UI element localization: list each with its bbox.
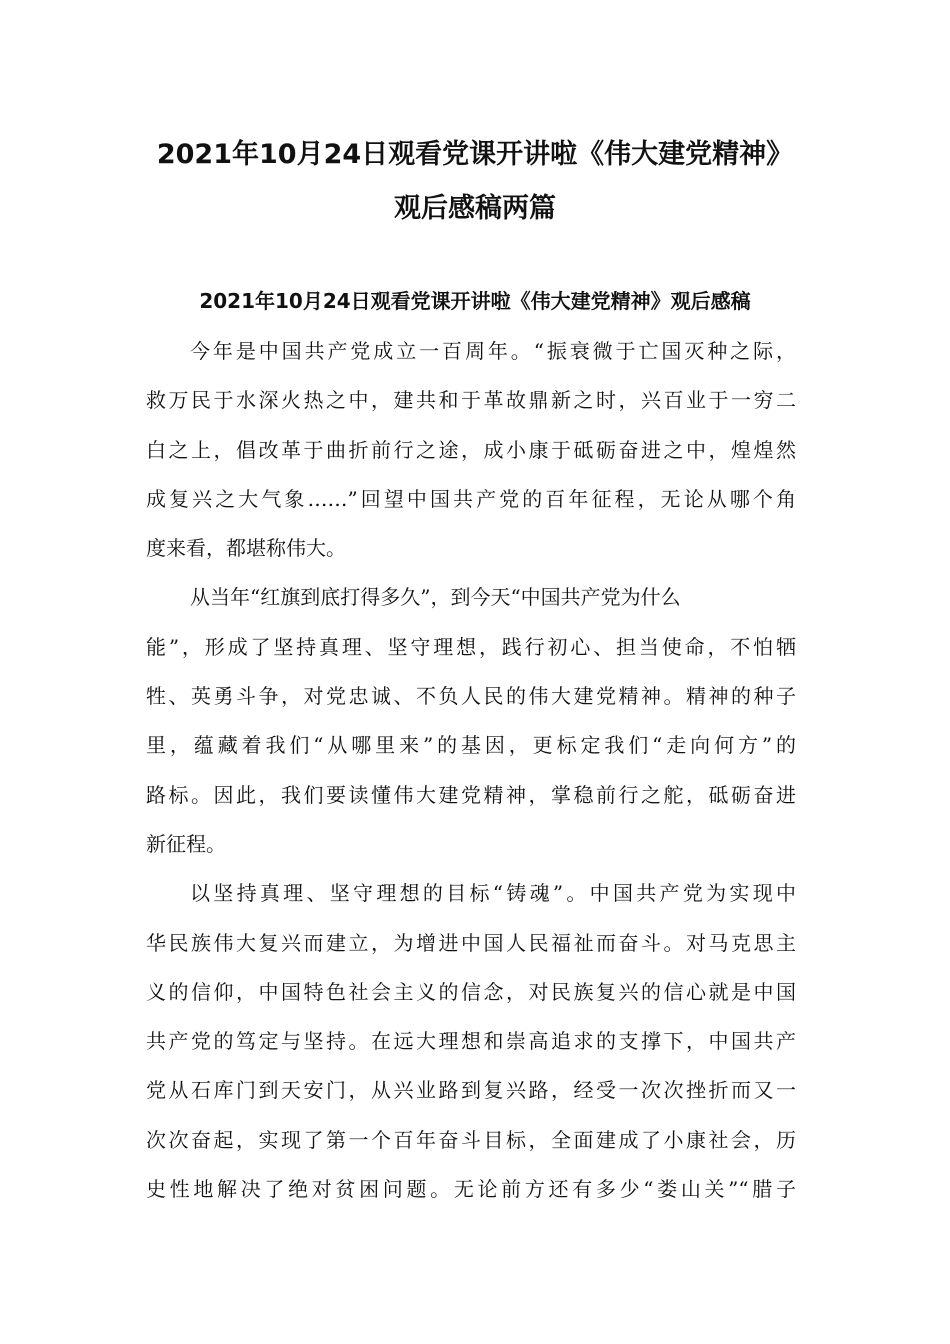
paragraph-line: 救万民于水深火热之中，建共和于革故鼎新之时，兴百业于一穷二 — [146, 388, 796, 413]
document-title-line-1: 2021年10月24日观看党课开讲啦《伟大建党精神》 — [156, 139, 794, 170]
body-text — [146, 327, 796, 1214]
document-title — [100, 128, 850, 236]
paragraph-line: 牲、英勇斗争，对党忠诚、不负人民的伟大建党精神。精神的种子 — [146, 684, 796, 709]
paragraph-line: 次次奋起，实现了第一个百年奋斗目标，全面建成了小康社会，历 — [146, 1127, 796, 1152]
paragraph-line: 今年是中国共产党成立一百周年。“振衰微于亡国灭种之际， — [190, 339, 796, 363]
section-heading: 2021年10月24日观看党课开讲啦《伟大建党精神》观后感稿 — [199, 289, 751, 313]
paragraph-line: 里，蕴藏着我们“从哪里来”的基因，更标定我们“走向何方”的 — [146, 733, 796, 758]
paragraph-line: 共产党的笃定与坚持。在远大理想和崇高追求的支撑下，中国共产 — [146, 1029, 796, 1054]
paragraph-line: 路标。因此，我们要读懂伟大建党精神，掌稳前行之舵，砥砺奋进 — [146, 782, 796, 807]
paragraph-line: 能”，形成了坚持真理、坚守理想，践行初心、担当使命，不怕牺 — [146, 634, 796, 659]
paragraph-line: 白之上，倡改革于曲折前行之途，成小康于砥砺奋进之中，煌煌然 — [146, 437, 796, 462]
paragraph-line: 义的信仰，中国特色社会主义的信念，对民族复兴的信心就是中国 — [146, 979, 796, 1004]
paragraph-line: 成复兴之大气象……”回望中国共产党的百年征程，无论从哪个角 — [146, 486, 796, 511]
document-title-line-2: 观后感稿两篇 — [394, 193, 556, 224]
paragraph-line: 新征程。 — [146, 831, 226, 856]
paragraph-3 — [146, 869, 796, 1214]
paragraph-line: 史性地解决了绝对贫困问题。无论前方还有多少“娄山关”“腊子 — [146, 1177, 796, 1202]
paragraph-line: 华民族伟大复兴而建立，为增进中国人民福祉而奋斗。对马克思主 — [146, 930, 796, 955]
paragraph-line: 以坚持真理、坚守理想的目标“铸魂”。中国共产党为实现中 — [190, 881, 796, 906]
paragraph-line: 从当年“红旗到底打得多久”，到今天“中国共产党为什么 — [190, 585, 681, 610]
paragraph-line: 度来看，都堪称伟大。 — [146, 536, 346, 561]
paragraph-1 — [146, 327, 796, 573]
paragraph-2 — [146, 573, 796, 869]
paragraph-line: 党从石库门到天安门，从兴业路到复兴路，经受一次次挫折而又一 — [146, 1078, 796, 1103]
